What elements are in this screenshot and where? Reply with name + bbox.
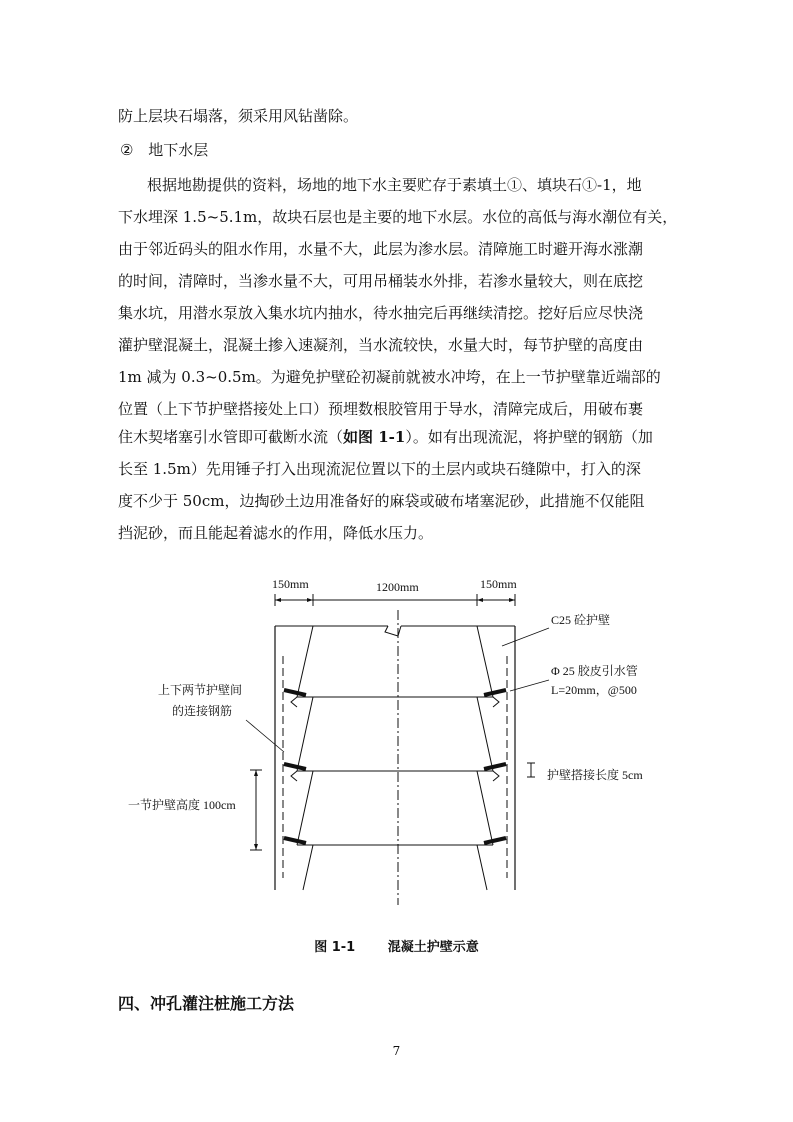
figure-number: 图 1-1	[314, 940, 356, 955]
dimension-left-label: 150mm	[272, 577, 309, 591]
wall-taper	[297, 697, 313, 771]
wall-taper	[477, 626, 493, 697]
figure-title: 混凝土护壁示意	[387, 940, 479, 955]
paragraph-line: 集水坑，用潜水泵放入集水坑内抽水，待水抽完后再继续清挖。挖好后应尽快浇	[118, 304, 644, 322]
page-number: 7	[392, 1044, 401, 1058]
paragraph-line: 度不少于 50cm，边掏砂土边用准备好的麻袋或破布堵塞泥砂，此措施不仅能阻	[118, 492, 645, 510]
drain-pipe	[484, 690, 506, 695]
paragraph-line: 由于邻近码头的阻水作用，水量不大，此层为渗水层。清障施工时避开海水涨潮	[118, 240, 644, 258]
subsection-title	[120, 140, 208, 160]
retaining-wall-diagram	[0, 560, 793, 920]
paragraph-line: 挡泥砂，而且能起着滤水的作用，降低水压力。	[118, 524, 434, 542]
text-run: ）。如有出现流泥，将护壁的钢筋（加	[405, 428, 653, 446]
wall-taper	[477, 845, 487, 890]
drain-pipe	[284, 764, 306, 769]
paragraph-line: 下水埋深 1.5~5.1m，故块石层也是主要的地下水层。水位的高低与海水潮位有关，	[118, 208, 678, 226]
drain-pipe	[284, 838, 306, 843]
drain-pipe	[484, 764, 506, 769]
subsection-number: ②	[120, 141, 134, 159]
paragraph-line: 1m 减为 0.3~0.5m。为避免护壁砼初凝前就被水冲垮，在上一节护壁靠近端部的	[118, 368, 661, 386]
figure-reference: 如图 1-1	[343, 428, 406, 446]
text-run: 住木契堵塞引水管即可截断水流（	[118, 428, 344, 446]
rebar-label-line2: 的连接钢筋	[172, 704, 233, 718]
drain-pipe	[484, 838, 506, 843]
height-label: 一节护壁高度 100cm	[128, 798, 236, 812]
wall-taper	[477, 697, 493, 771]
paragraph-line: 防上层块石塌落，须采用风钻凿除。	[118, 107, 359, 125]
wall-taper	[303, 845, 313, 890]
drain-pipe	[284, 690, 306, 695]
wall-taper	[477, 771, 493, 845]
break-mark	[385, 626, 401, 636]
wall-taper	[297, 626, 313, 697]
figure-caption	[0, 936, 793, 955]
paragraph-line: 的时间，清障时，当渗水量不大，可用吊桶装水外排，若渗水量较大，则在底挖	[118, 272, 644, 290]
paragraph-line: 灌护壁混凝土，混凝土掺入速凝剂，当水流较快，水量大时，每节护壁的高度由	[118, 336, 644, 354]
subsection-title-text: 地下水层	[148, 141, 209, 159]
dimension-right-label: 150mm	[480, 577, 517, 591]
pipe-spec-label: L=20mm，@500	[551, 683, 637, 697]
paragraph-line: 根据地勘提供的资料，场地的地下水主要贮存于素填土①、填块石①-1，地	[147, 176, 642, 194]
wall-label: C25 砼护壁	[551, 613, 611, 627]
rebar-label-line1: 上下两节护壁间	[158, 683, 243, 697]
wall-taper	[297, 771, 313, 845]
dimension-center-label: 1200mm	[376, 580, 419, 594]
paragraph-line	[118, 427, 653, 447]
paragraph-line: 长至 1.5m）先用锤子打入出现流泥位置以下的土层内或块石缝隙中，打入的深	[118, 460, 641, 478]
pipe-label: Φ 25 胶皮引水管	[551, 664, 638, 678]
overlap-label: 护壁搭接长度 5cm	[547, 768, 643, 782]
section-heading: 四、冲孔灌注桩施工方法	[118, 994, 295, 1013]
paragraph-line: 位置（上下节护壁搭接处上口）预埋数根胶管用于导水，清障完成后，用破布裹	[118, 400, 644, 418]
